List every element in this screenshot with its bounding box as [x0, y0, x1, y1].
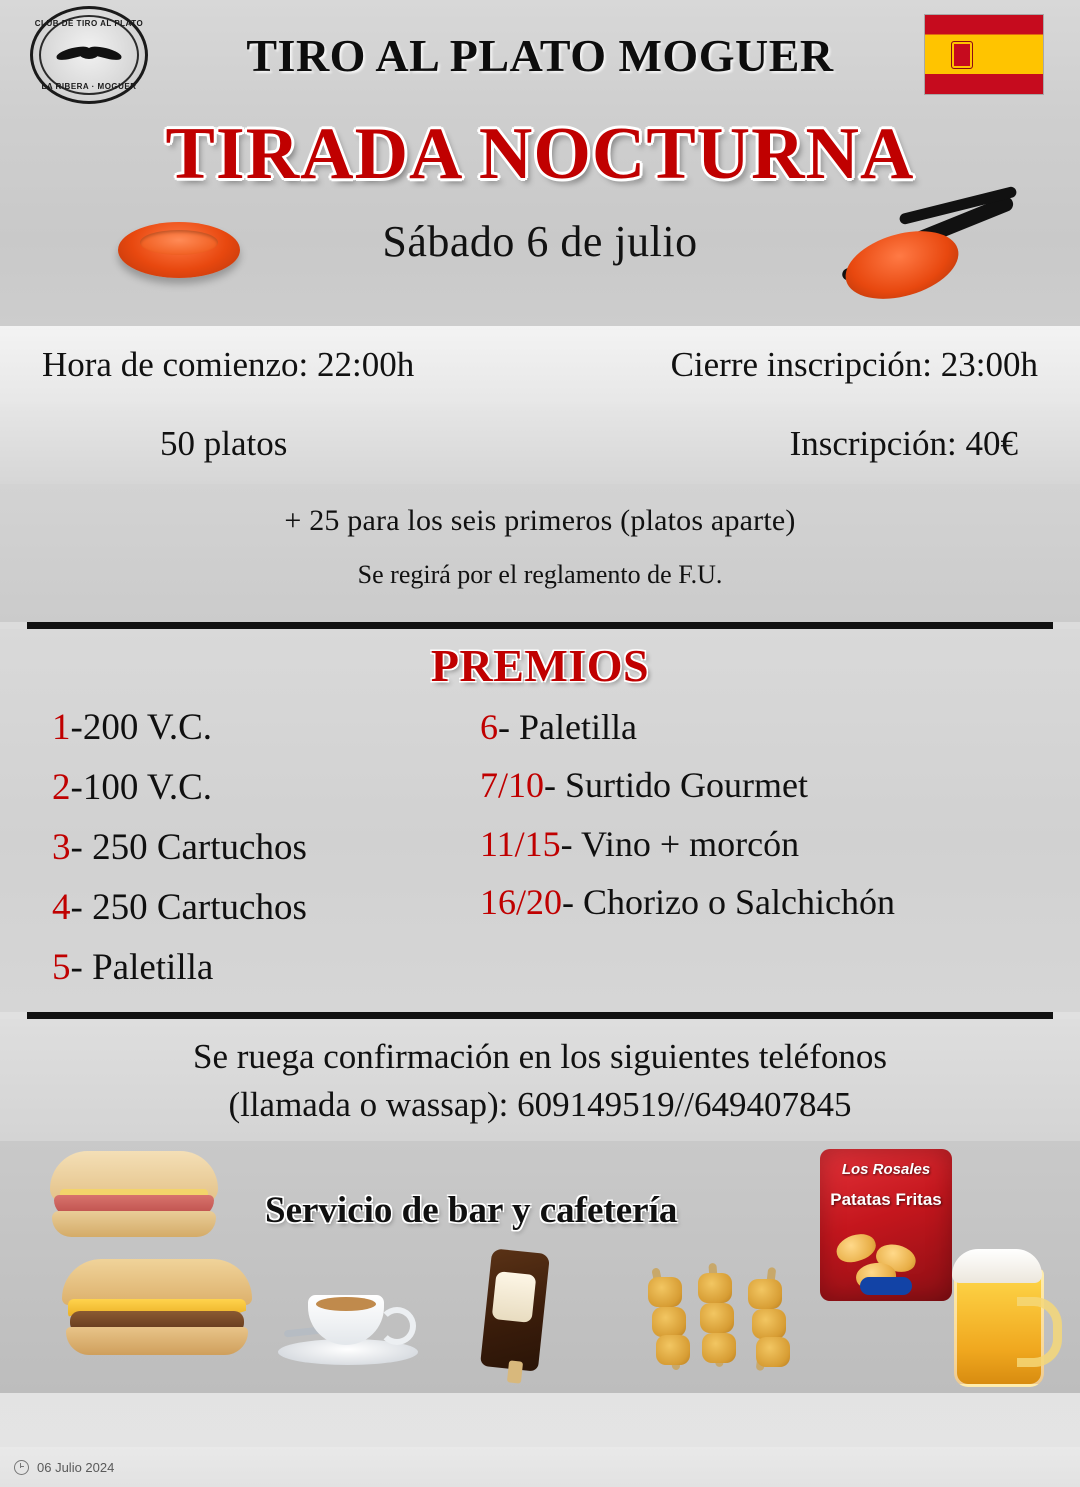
extra-plates-note: + 25 para los seis primeros (platos aparte): [284, 504, 796, 537]
prize-position: 3: [52, 826, 71, 868]
plates-fee-row: [0, 404, 1080, 484]
chips-brand-label: Los Rosales: [841, 1160, 931, 1178]
prizes-section: [0, 629, 1080, 1012]
prize-item: [52, 818, 472, 878]
chips-kind-label: Patatas Fritas: [830, 1189, 942, 1209]
chicken-skewers-icon: [640, 1263, 830, 1375]
prizes-title: PREMIOS: [430, 640, 650, 691]
prize-item: [52, 878, 472, 938]
contact-line-1: Se ruega confirmación en los siguientes teléfonos: [193, 1036, 887, 1076]
footer-bar: [0, 1447, 1080, 1487]
registration-close-label: Cierre inscripción: 23:00h: [670, 345, 1038, 384]
clay-bird-icon: [56, 44, 122, 70]
prize-position: 11/15: [480, 823, 561, 864]
beer-mug-icon: [954, 1249, 1062, 1381]
prize-item: [52, 698, 472, 758]
prize-item: [52, 938, 472, 998]
club-logo-icon: [30, 6, 148, 104]
poster-header: [0, 0, 1080, 110]
potato-chips-bag-icon: [820, 1149, 952, 1301]
divider-bottom: [27, 1012, 1053, 1019]
prize-position: 2: [52, 766, 71, 808]
prize-position: 16/20: [480, 881, 563, 922]
prizes-column-left: [52, 698, 472, 998]
prize-item: [52, 758, 472, 818]
logo-top-text: CLUB DE TIRO AL PLATO: [34, 19, 144, 28]
title-block: [0, 110, 1080, 326]
spain-flag-icon: [924, 14, 1044, 95]
coffee-cup-icon: [278, 1269, 418, 1369]
prize-position: 1: [52, 707, 71, 748]
contact-line-2[interactable]: (llamada o wassap): 609149519//649407845: [228, 1084, 852, 1124]
prize-description: - 250 Cartuchos: [70, 826, 307, 868]
divider-top: [27, 622, 1053, 629]
prize-description: - Vino + morcón: [560, 823, 800, 864]
prize-description: - Chorizo o Salchichón: [562, 881, 895, 922]
flag-crest-icon: [951, 41, 973, 69]
prize-description: -200 V.C.: [70, 707, 213, 748]
prize-position: 5: [52, 946, 71, 988]
club-name: TIRO AL PLATO MOGUER: [246, 29, 834, 81]
sandwich-icon: [50, 1151, 218, 1237]
prize-description: -100 V.C.: [70, 766, 213, 808]
burger-icon: [62, 1259, 252, 1355]
prize-item: [480, 873, 1046, 931]
footer-date: 06 Julio 2024: [37, 1459, 115, 1475]
prize-position: 6: [480, 707, 498, 747]
start-time-label: Hora de comienzo: 22:00h: [42, 345, 415, 384]
clock-icon: [14, 1460, 29, 1475]
contact-section: [0, 1019, 1080, 1141]
prize-description: - Paletilla: [498, 707, 637, 747]
page-title: TIRADA NOCTURNA: [165, 113, 915, 195]
fee-label: Inscripción: 40€: [789, 424, 1018, 463]
prizes-column-right: [472, 698, 1046, 998]
prize-item: [480, 756, 1046, 814]
rules-note: Se regirá por el reglamento de F.U.: [357, 560, 723, 589]
prize-position: 7/10: [480, 765, 545, 806]
prize-description: - Paletilla: [70, 946, 214, 988]
prize-description: - Surtido Gourmet: [544, 765, 808, 806]
prize-position: 4: [52, 886, 71, 928]
bar-service-title: Servicio de bar y cafetería: [265, 1189, 678, 1231]
prize-description: - 250 Cartuchos: [70, 886, 307, 928]
schedule-row: [0, 326, 1080, 404]
extra-rules-row: [0, 484, 1080, 622]
flying-clay-pigeon-icon: [834, 188, 1024, 308]
logo-bottom-text: LA RIBERA · MOGUER: [41, 82, 137, 91]
bar-service-section: [0, 1141, 1080, 1393]
prize-item: [480, 698, 1046, 756]
event-date-subtitle: Sábado 6 de julio: [382, 216, 698, 266]
ice-cream-bar-icon: [480, 1251, 550, 1383]
prize-item: [480, 815, 1046, 873]
plates-label: 50 platos: [160, 424, 288, 463]
clay-pigeon-icon: [118, 222, 240, 278]
